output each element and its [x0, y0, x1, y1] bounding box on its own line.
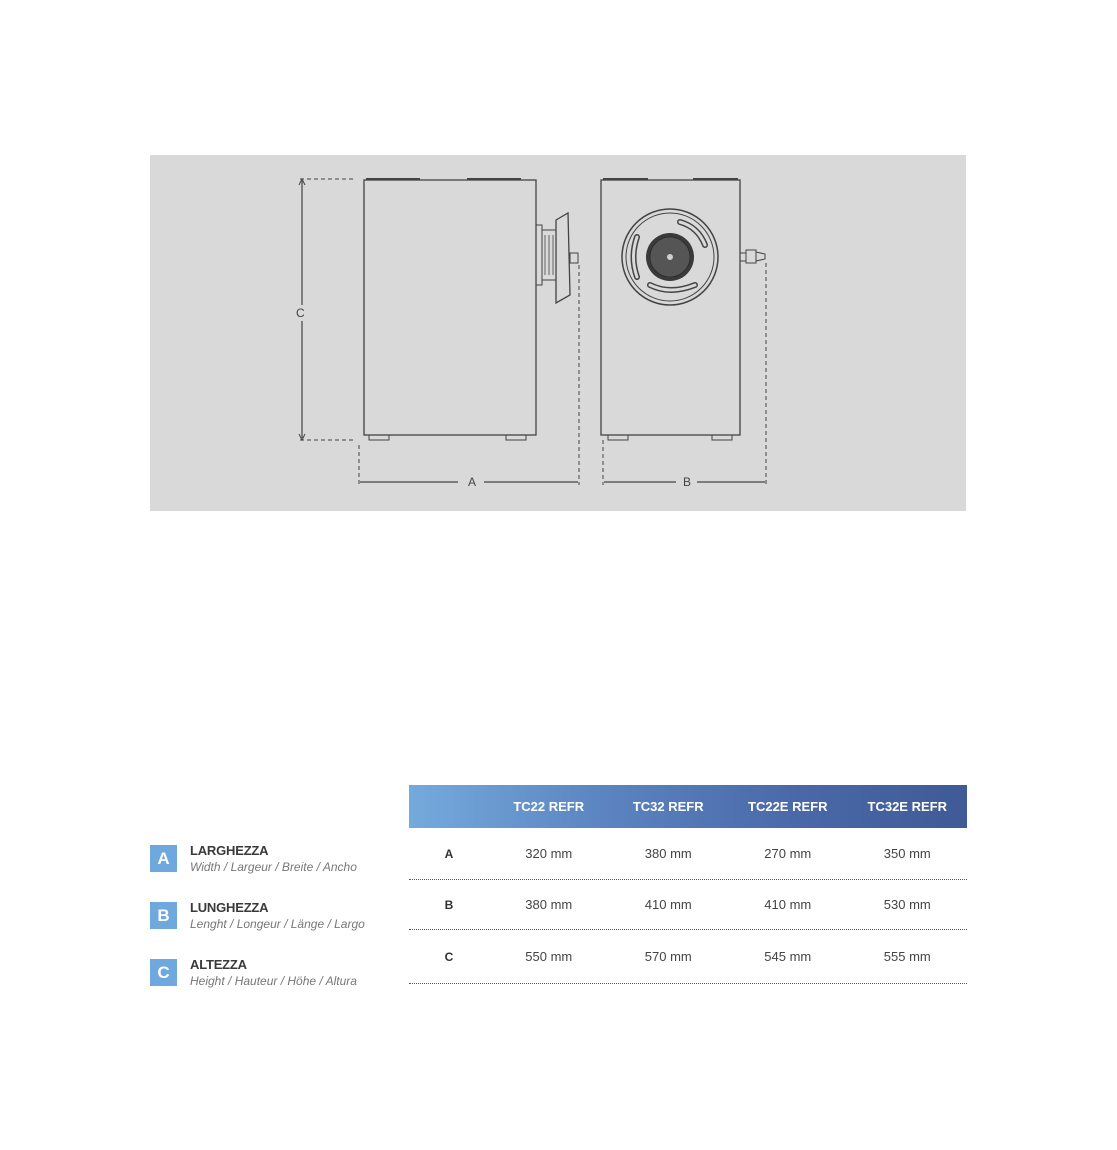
- row-key-a: A: [444, 847, 454, 861]
- table-cell: 550 mm: [525, 949, 573, 964]
- table-cell: 350 mm: [883, 846, 931, 861]
- side-view: [364, 179, 578, 440]
- front-view: [601, 179, 765, 440]
- header-cell-tc22-refr: TC22 REFR: [513, 799, 585, 814]
- table-row: [409, 880, 967, 930]
- row-key-c: C: [444, 950, 454, 964]
- table-cell: 380 mm: [644, 846, 692, 861]
- legend-item-a: [150, 842, 410, 882]
- dimension-drawing-svg: [150, 155, 966, 511]
- table-cell: 270 mm: [764, 846, 812, 861]
- legend-title-b: LUNGHEZZA: [190, 900, 269, 915]
- table-cell: 320 mm: [525, 846, 573, 861]
- header-cell-tc32e-refr: TC32E REFR: [867, 799, 947, 814]
- legend-item-c: [150, 956, 410, 996]
- legend-title-a: LARGHEZZA: [190, 843, 269, 858]
- row-key-b: B: [444, 898, 454, 912]
- dimension-c: [296, 179, 355, 440]
- dimension-b: [603, 263, 766, 489]
- dimension-label-b: B: [683, 475, 692, 489]
- table-cell: 545 mm: [764, 949, 812, 964]
- dimensions-table: [409, 785, 967, 984]
- dimension-label-a: A: [468, 475, 477, 489]
- header-cell-tc32-refr: TC32 REFR: [632, 799, 704, 814]
- table-row: [409, 930, 967, 984]
- header-cell-tc22e-refr: TC22E REFR: [748, 799, 828, 814]
- legend-subtitle-a: Width / Largeur / Breite / Ancho: [190, 860, 357, 874]
- table-header-row: [409, 785, 967, 828]
- table-cell: 410 mm: [644, 897, 692, 912]
- legend-title-c: ALTEZZA: [190, 957, 247, 972]
- table-cell: 530 mm: [883, 897, 931, 912]
- table-cell: 570 mm: [644, 949, 692, 964]
- header-cell-empty: [409, 785, 489, 828]
- legend-badge-b: B: [150, 902, 177, 929]
- legend-item-b: [150, 899, 410, 939]
- table-cell: 410 mm: [764, 897, 812, 912]
- legend-subtitle-c: Height / Hauteur / Höhe / Altura: [190, 974, 357, 988]
- table-row: [409, 828, 967, 880]
- technical-drawing: [150, 155, 966, 511]
- table-cell: 380 mm: [525, 897, 573, 912]
- table-cell: 555 mm: [883, 949, 931, 964]
- dimension-label-c: C: [296, 306, 305, 320]
- legend-badge-a: A: [150, 845, 177, 872]
- legend-badge-c: C: [150, 959, 177, 986]
- legend-subtitle-b: Lenght / Longeur / Länge / Largo: [190, 917, 365, 931]
